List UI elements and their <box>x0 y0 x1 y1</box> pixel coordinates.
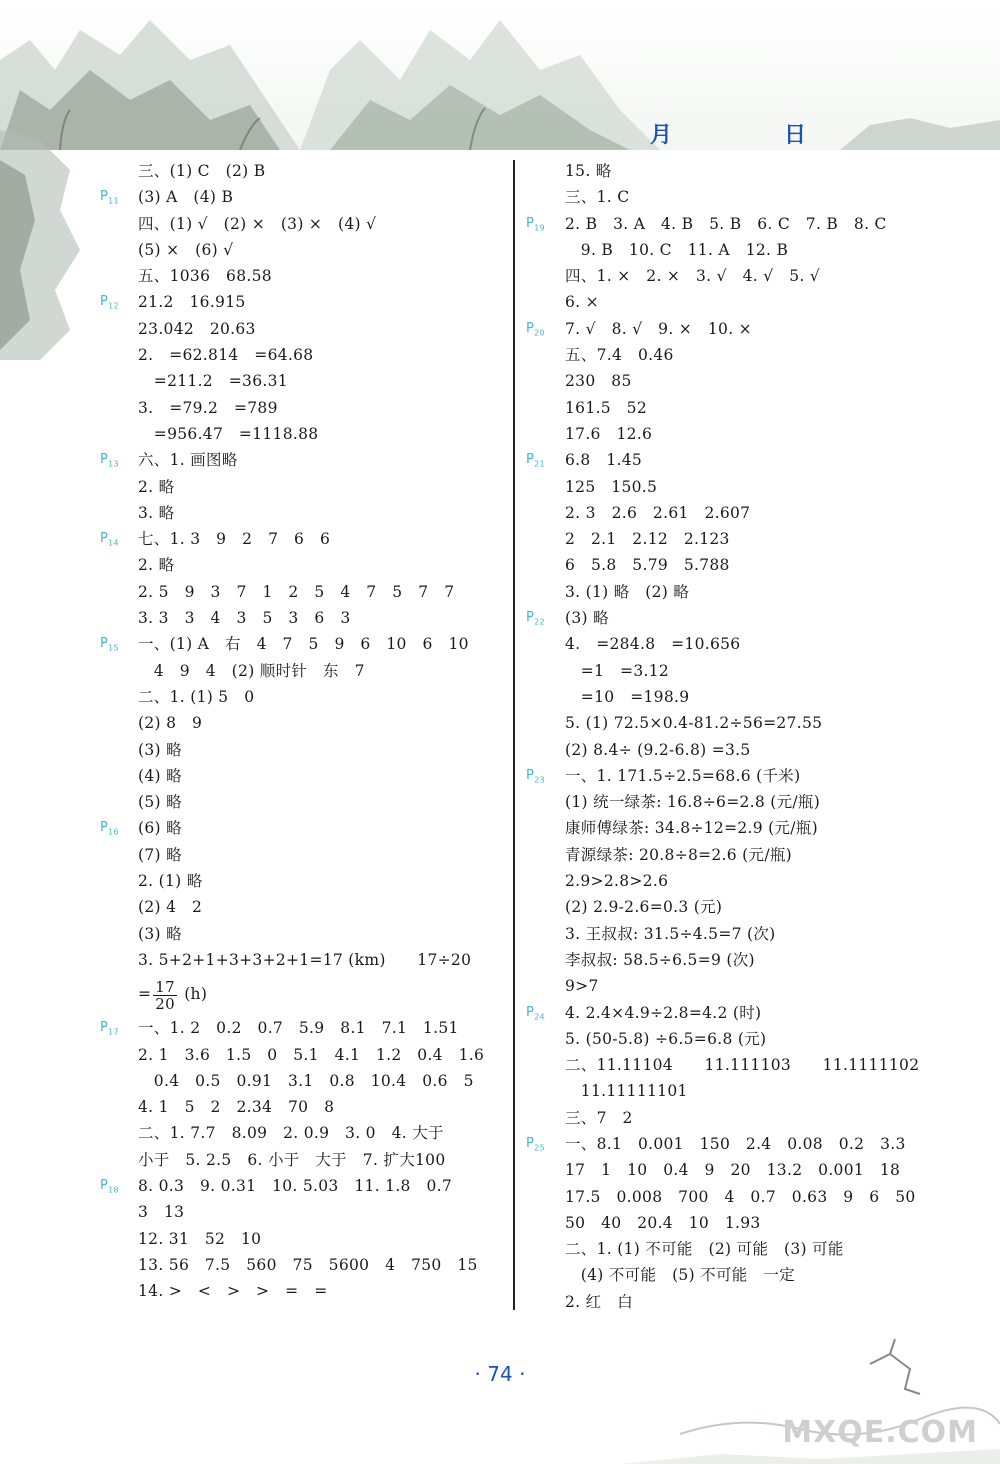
answer-line <box>138 342 508 368</box>
answer-text: 七、1. 3 9 2 7 6 6 <box>138 530 331 549</box>
answer-text: 3 13 <box>138 1203 185 1222</box>
answer-line <box>565 631 985 657</box>
answer-line <box>526 1131 985 1157</box>
answer-line <box>138 1120 508 1146</box>
answer-line <box>100 1015 508 1041</box>
answer-line <box>138 1094 508 1120</box>
answer-line <box>526 211 985 237</box>
answer-text: 2. 3 2.6 2.61 2.607 <box>565 503 751 522</box>
answer-line <box>565 237 985 263</box>
answer-text: 23.042 20.63 <box>138 319 256 338</box>
page-ref-marker: $P_{15}$ <box>100 636 119 653</box>
day-label: 日 <box>784 123 807 148</box>
answer-text: 0.4 0.5 0.91 3.1 0.8 10.4 0.6 5 <box>138 1071 474 1090</box>
answer-line <box>565 658 985 684</box>
answer-line <box>565 526 985 552</box>
answer-line <box>565 1026 985 1052</box>
answer-line <box>565 342 985 368</box>
answer-line <box>138 973 508 1015</box>
answer-text: 2. 5 9 3 7 1 2 5 4 7 5 7 7 <box>138 582 455 601</box>
answer-line <box>100 526 508 552</box>
answer-line <box>138 1278 508 1304</box>
answer-text: 五、1036 68.58 <box>138 267 272 286</box>
answer-text: (6) 略 <box>138 819 182 838</box>
answer-line <box>100 815 508 841</box>
answer-text: 6.8 1.45 <box>565 451 643 470</box>
answer-line <box>565 158 985 184</box>
answer-text: =1 =3.12 <box>565 661 670 680</box>
answer-text: 3. 5+2+1+3+3+2+1=17 (km) 17÷20 <box>138 950 472 969</box>
answer-text: 3. 王叔叔: 31.5÷4.5=7 (次) <box>565 924 776 943</box>
answer-text: (2) 8 9 <box>138 714 203 733</box>
answer-line <box>138 605 508 631</box>
answer-line <box>138 921 508 947</box>
answer-text: 一、1. 171.5÷2.5=68.6 (千米) <box>565 766 801 785</box>
answer-text: 2. (1) 略 <box>138 872 203 891</box>
answer-line <box>526 447 985 473</box>
answer-text: 4. 2.4×4.9÷2.8=4.2 (时) <box>565 1003 762 1022</box>
answer-text: 二、11.11104 11.111103 11.1111102 <box>565 1056 920 1075</box>
answer-text: 二、1. (1) 5 0 <box>138 687 255 706</box>
page-ref-marker: $P_{24}$ <box>526 1004 545 1022</box>
answer-line <box>565 368 985 394</box>
answer-line <box>138 395 508 421</box>
answer-text: (4) 不可能 (5) 不可能 一定 <box>565 1266 795 1285</box>
answer-line <box>138 263 508 289</box>
month-label: 月 <box>650 123 673 148</box>
answer-text: 17.5 0.008 700 4 0.7 0.63 9 6 50 <box>565 1187 916 1206</box>
answer-line <box>138 842 508 868</box>
answer-line <box>565 1105 985 1131</box>
answer-line <box>138 1068 508 1094</box>
answer-text: 6. × <box>565 293 599 312</box>
answer-line <box>138 894 508 920</box>
answer-line <box>100 1173 508 1199</box>
answer-line <box>565 737 985 763</box>
answer-text: = <box>138 985 152 1004</box>
answer-line <box>565 579 985 605</box>
answer-text: (4) 略 <box>138 766 182 785</box>
answer-text: 2. 红 白 <box>565 1292 634 1311</box>
answer-text: (7) 略 <box>138 845 182 864</box>
answer-line <box>138 500 508 526</box>
answer-line <box>138 763 508 789</box>
answer-text: 小于 5. 2.5 6. 小于 大于 7. 扩大100 <box>138 1150 446 1169</box>
answer-text: 6 5.8 5.79 5.788 <box>565 556 730 575</box>
answer-text: 9. B 10. C 11. A 12. B <box>565 240 789 259</box>
answer-line <box>565 421 985 447</box>
answer-line <box>565 789 985 815</box>
answer-line <box>565 868 985 894</box>
answer-text: =10 =198.9 <box>565 687 690 706</box>
answer-text: 2. 略 <box>138 556 175 575</box>
page-ref-marker: $P_{25}$ <box>526 1135 545 1153</box>
answer-text: (2) 2.9-2.6=0.3 (元) <box>565 898 723 917</box>
answer-text: 四、1. × 2. × 3. √ 4. √ 5. √ <box>565 267 820 286</box>
answer-column-right <box>526 158 985 1315</box>
page-ref-marker: $P_{18}$ <box>100 1177 119 1195</box>
page-number: · 74 · <box>474 1362 526 1386</box>
answer-line <box>138 158 508 184</box>
answer-text: 一、1. 2 0.2 0.7 5.9 8.1 7.1 1.51 <box>138 1019 459 1038</box>
answer-text: 15. 略 <box>565 162 612 180</box>
answer-text: (5) 略 <box>138 793 182 812</box>
answer-text: (2) 8.4÷ (9.2-6.8) =3.5 <box>565 740 751 759</box>
answer-text: 4 9 4 (2) 顺时针 东 7 <box>138 661 365 680</box>
answer-line <box>138 211 508 237</box>
answer-line <box>138 421 508 447</box>
answer-text: =956.47 =1118.88 <box>138 424 319 443</box>
answer-line <box>526 1000 985 1026</box>
answer-line <box>526 316 985 342</box>
page-ref-marker: $P_{13}$ <box>100 452 119 469</box>
answer-text: 50 40 20.4 10 1.93 <box>565 1213 761 1232</box>
answer-line <box>138 737 508 763</box>
answer-line <box>565 684 985 710</box>
answer-text: 13. 56 7.5 560 75 5600 4 750 15 <box>138 1255 478 1274</box>
answer-text: 17.6 12.6 <box>565 424 653 443</box>
answer-line <box>138 1199 508 1225</box>
answer-text: (1) 统一绿茶: 16.8÷6=2.8 (元/瓶) <box>565 793 821 812</box>
answer-text: 21.2 16.915 <box>138 293 246 312</box>
answer-text: 3. =79.2 =789 <box>138 398 278 417</box>
answer-line <box>138 237 508 263</box>
answer-line <box>138 316 508 342</box>
answer-line <box>565 1052 985 1078</box>
answer-line <box>565 500 985 526</box>
answer-text: 4. 1 5 2 2.34 70 8 <box>138 1098 335 1117</box>
answer-text: 六、1. 画图略 <box>138 451 238 470</box>
answer-line <box>138 552 508 578</box>
answer-text: (2) 4 2 <box>138 898 203 917</box>
answer-text: 5. (50-5.8) ÷6.5=6.8 (元) <box>565 1029 767 1048</box>
answer-text: 一、(1) A 右 4 7 5 9 6 10 6 10 <box>138 635 469 654</box>
answer-line <box>565 1210 985 1236</box>
answer-text: 青源绿茶: 20.8÷8=2.6 (元/瓶) <box>565 845 792 864</box>
answer-text: 12. 31 52 10 <box>138 1229 262 1248</box>
answer-line <box>526 763 985 789</box>
answer-text: 三、(1) C (2) B <box>138 162 266 180</box>
answer-line <box>565 1184 985 1210</box>
answer-text: 2. 略 <box>138 477 175 496</box>
answer-line <box>138 474 508 500</box>
answer-text: 2. B 3. A 4. B 5. B 6. C 7. B 8. C <box>565 214 887 233</box>
answer-column-left <box>100 158 508 1304</box>
answer-text: 5. (1) 72.5×0.4-81.2÷56=27.55 <box>565 714 823 733</box>
answer-line <box>565 710 985 736</box>
answer-line <box>565 973 985 999</box>
answer-text: 二、1. 7.7 8.09 2. 0.9 3. 0 4. 大于 <box>138 1124 444 1143</box>
answer-text: (3) 略 <box>138 924 182 943</box>
answer-text: 3. 略 <box>138 503 175 522</box>
page-ref-marker: $P_{20}$ <box>526 320 545 338</box>
answer-line <box>138 947 508 973</box>
answer-text: (3) 略 <box>138 740 182 759</box>
answer-line <box>138 1147 508 1173</box>
page-ref-marker: $P_{23}$ <box>526 767 545 785</box>
answer-line <box>138 368 508 394</box>
answer-line <box>565 1262 985 1288</box>
answer-text: 11.11111101 <box>565 1082 688 1101</box>
answer-line <box>565 894 985 920</box>
fraction: $\frac{17}{20}$ <box>155 977 175 1013</box>
answer-line <box>138 658 508 684</box>
left-mountain-art <box>0 130 95 360</box>
answer-line <box>565 263 985 289</box>
answer-text: 2. 1 3.6 1.5 0 5.1 4.1 1.2 0.4 1.6 <box>138 1045 485 1064</box>
answer-text: (3) 略 <box>565 609 609 628</box>
answer-line <box>138 789 508 815</box>
answer-line <box>565 1078 985 1104</box>
answer-text: 125 150.5 <box>565 477 658 496</box>
column-divider <box>513 160 515 1310</box>
answer-line <box>100 631 508 657</box>
answer-line <box>138 684 508 710</box>
page-ref-marker: $P_{17}$ <box>100 1020 119 1037</box>
answer-text: 五、7.4 0.46 <box>565 346 674 365</box>
page-ref-marker: $P_{11}$ <box>100 189 119 206</box>
answer-line <box>565 815 985 841</box>
answer-text: 三、1. C <box>565 188 630 207</box>
answer-line <box>565 184 985 210</box>
answer-line <box>565 552 985 578</box>
answer-text: =211.2 =36.31 <box>138 372 288 391</box>
watermark-text: MXQE.COM <box>782 1415 978 1450</box>
answer-text: (3) A (4) B <box>138 188 234 207</box>
answer-text: 4. =284.8 =10.656 <box>565 635 741 654</box>
answer-text: 17 1 10 0.4 9 20 13.2 0.001 18 <box>565 1161 901 1180</box>
page-ref-marker: $P_{21}$ <box>526 452 545 469</box>
answer-text: 李叔叔: 58.5÷6.5=9 (次) <box>565 950 755 969</box>
page-ref-marker: $P_{19}$ <box>526 215 545 233</box>
answer-line <box>100 184 508 210</box>
answer-line <box>138 1226 508 1252</box>
unit-text: (h) <box>178 985 208 1004</box>
answer-line <box>100 289 508 315</box>
answer-text: 7. √ 8. √ 9. × 10. × <box>565 319 752 338</box>
answer-line <box>138 1252 508 1278</box>
answer-line <box>100 447 508 473</box>
landscape-banner <box>0 0 1000 150</box>
answer-line <box>565 474 985 500</box>
answer-text: 2 2.1 2.12 2.123 <box>565 530 730 549</box>
page-ref-marker: $P_{12}$ <box>100 294 119 312</box>
answer-line <box>138 710 508 736</box>
answer-line <box>565 1289 985 1315</box>
answer-line <box>565 289 985 315</box>
answer-line <box>565 947 985 973</box>
answer-text: 3. (1) 略 (2) 略 <box>565 582 690 601</box>
answer-text: 3. 3 3 4 3 5 3 6 3 <box>138 609 351 628</box>
answer-line <box>565 1236 985 1262</box>
answer-text: 2.9>2.8>2.6 <box>565 872 669 891</box>
answer-text: 2. =62.814 =64.68 <box>138 346 314 365</box>
answer-text: 一、8.1 0.001 150 2.4 0.08 0.2 3.3 <box>565 1134 906 1153</box>
answer-line <box>526 605 985 631</box>
answer-line <box>565 921 985 947</box>
answer-text: 8. 0.3 9. 0.31 10. 5.03 11. 1.8 0.7 <box>138 1176 453 1195</box>
answer-text: 二、1. (1) 不可能 (2) 可能 (3) 可能 <box>565 1240 844 1259</box>
answer-text: 三、7 2 <box>565 1108 633 1127</box>
page-ref-marker: $P_{14}$ <box>100 531 119 548</box>
answer-text: 14. > < > > = = <box>138 1282 328 1301</box>
answer-line <box>565 395 985 421</box>
answer-line <box>565 842 985 868</box>
answer-text: (5) × (6) √ <box>138 240 234 259</box>
page-ref-marker: $P_{22}$ <box>526 610 545 627</box>
answer-text: 230 85 <box>565 372 632 391</box>
answer-text: 9>7 <box>565 977 599 996</box>
answer-text: 康师傅绿茶: 34.8÷12=2.9 (元/瓶) <box>565 819 818 838</box>
answer-line <box>565 1157 985 1183</box>
page-ref-marker: $P_{16}$ <box>100 820 119 838</box>
answer-text: 161.5 52 <box>565 398 647 417</box>
answer-line <box>138 868 508 894</box>
answer-line <box>138 579 508 605</box>
answer-text: 四、(1) √ (2) × (3) × (4) √ <box>138 214 377 233</box>
answer-line <box>138 1042 508 1068</box>
